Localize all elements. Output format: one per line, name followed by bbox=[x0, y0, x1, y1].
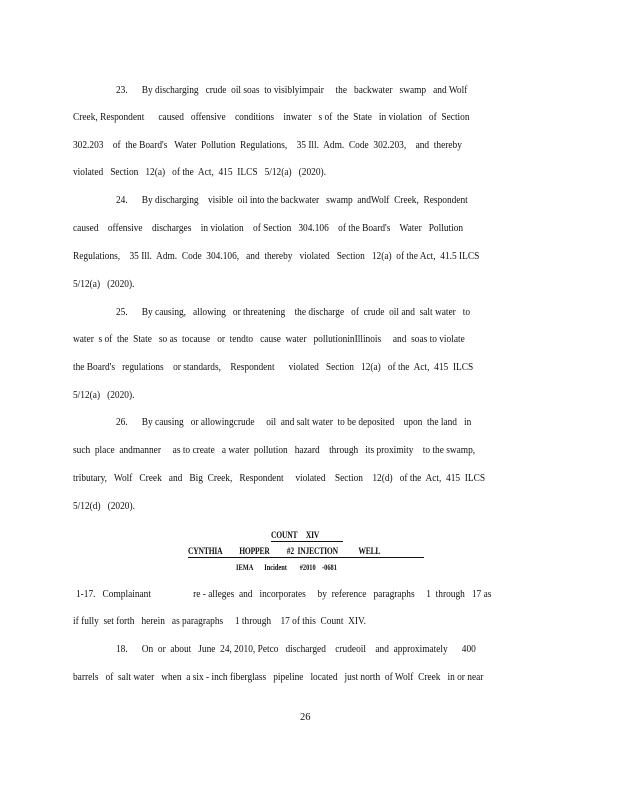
para-1-17-line-2: if fully set forth herein as paragraphs 1 through 17 of this Count XIV. bbox=[73, 616, 366, 627]
para-24-line-3: Regulations, 35 Ill. Adm. Code 304.106, and thereby violated Section 12(a) of the Act, 41.5 ILCS bbox=[73, 251, 480, 262]
para-23-line-2: Creek, Respondent caused offensive conditions inwater s of the State in violation of Section bbox=[73, 112, 470, 123]
para-18-line-2: barrels of salt water when a six - inch fiberglass pipeline located just north of Wolf Creek in or near bbox=[73, 672, 484, 683]
para-26-line-1: 26. By causing or allowingcrude oil and salt water to be deposited upon the land in bbox=[116, 417, 472, 428]
page-number: 26 bbox=[300, 712, 311, 723]
para-18-line-1: 18. On or about June 24, 2010, Petco discharged crudeoil and approximately 400 bbox=[116, 644, 476, 655]
count-heading-underline bbox=[271, 541, 343, 542]
para-23-line-4: violated Section 12(a) of the Act, 415 ILCS 5/12(a) (2020). bbox=[73, 167, 327, 178]
para-24-line-1: 24. By discharging visible oil into the backwater swamp andWolf Creek, Respondent bbox=[116, 195, 468, 206]
para-26-line-4: 5/12(d) (2020). bbox=[73, 501, 135, 512]
para-23-line-1: 23. By discharging crude oil soas to visiblyimpair the backwater swamp and Wolf bbox=[116, 85, 468, 96]
count-title: CYNTHIA HOPPER #2 INJECTION WELL bbox=[188, 546, 381, 556]
para-1-17-line-1: 1-17. Complainant re - alleges and incorporates by reference paragraphs 1 through 17 as bbox=[76, 589, 492, 600]
para-25-line-3: the Board's regulations or standards, Respondent violated Section 12(a) of the Act, 415 ILCS bbox=[73, 362, 474, 373]
para-25-line-4: 5/12(a) (2020). bbox=[73, 390, 135, 401]
para-26-line-3: tributary, Wolf Creek and Big Creek, Respondent violated Section 12(d) of the Act, 415 ILCS bbox=[73, 473, 486, 484]
para-23-line-3: 302.203 of the Board's Water Pollution Regulations, 35 Ill. Adm. Code 302.203, and thereby bbox=[73, 140, 462, 151]
count-heading: COUNT XIV bbox=[271, 530, 320, 540]
para-25-line-1: 25. By causing, allowing or threatening the discharge of crude oil and salt water to bbox=[116, 307, 471, 318]
count-title-underline bbox=[188, 557, 424, 558]
incident-number: IEMA Incident #2010 -0681 bbox=[236, 563, 337, 572]
para-26-line-2: such place andmanner as to create a water pollution hazard through its proximity to the swamp, bbox=[73, 445, 476, 456]
para-24-line-4: 5/12(a) (2020). bbox=[73, 279, 135, 290]
para-24-line-2: caused offensive discharges in violation of Section 304.106 of the Board's Water Pollution bbox=[73, 223, 464, 234]
para-25-line-2: water s of the State so as tocause or tendto cause water pollutioninIllinois and soas to violate bbox=[73, 334, 465, 345]
